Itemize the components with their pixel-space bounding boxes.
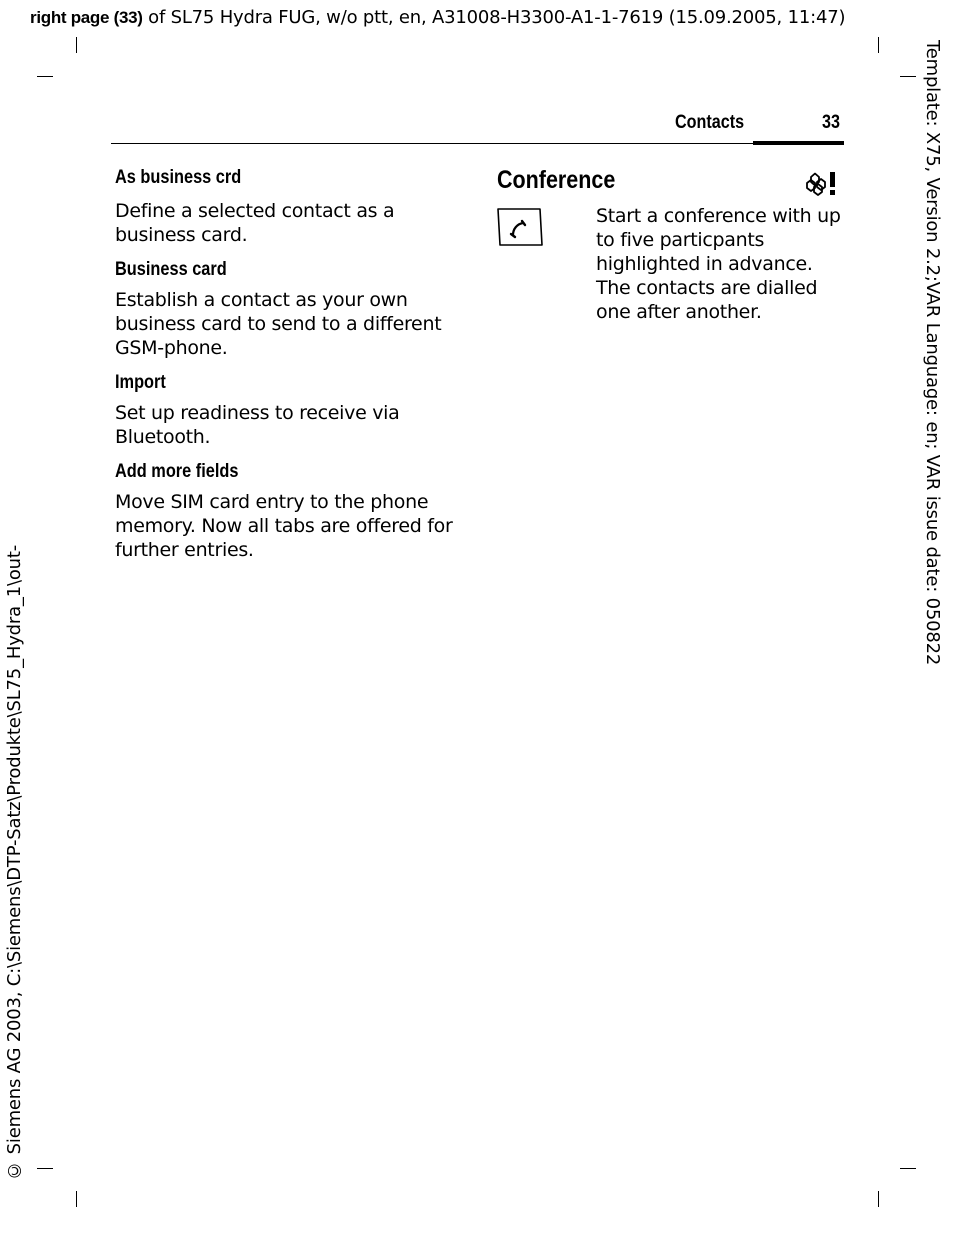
imprint-details: of SL75 Hydra FUG, w/o ptt, en, A31008-H3300-A1-1-7619 (15.09.2005, 11:47): [142, 7, 846, 28]
template-info: Template: X75, Version 2.2;VAR Language: en; VAR issue date: 050822: [922, 40, 943, 666]
section-title: Contacts: [675, 112, 745, 133]
crop-mark: [76, 1191, 77, 1207]
header-rule: [111, 143, 844, 144]
entry-heading-import: Import: [115, 372, 166, 393]
entry-heading-as-business-crd: As business crd: [115, 167, 242, 188]
entry-text-business-card: Establish a contact as your own business card to send to a different GSM-phone.: [115, 289, 442, 359]
entry-text-add-more-fields: Move SIM card entry to the phone memory. Now all tabs are offered for further entries.: [115, 491, 453, 561]
entry-heading: [115, 259, 465, 281]
crop-mark: [878, 37, 879, 53]
entry-heading-add-more-fields: Add more fields: [115, 461, 239, 482]
entry-heading-business-card: Business card: [115, 259, 227, 280]
page-number: 33: [822, 112, 840, 133]
crop-mark: [37, 1168, 53, 1169]
entry-heading: [115, 372, 465, 394]
imprint-line: [30, 6, 845, 28]
header-tab-bar: [753, 141, 844, 145]
conference-text: Start a conference with up to five particpants highlighted in advance. The contacts are dialled one after another.: [596, 205, 841, 323]
call-key-icon: [496, 207, 544, 247]
crop-mark: [76, 37, 77, 53]
crop-mark: [900, 76, 916, 77]
conference-heading: Conference: [497, 166, 616, 194]
crop-mark: [37, 76, 53, 77]
crop-mark: [878, 1191, 879, 1207]
entry-text-import: Set up readiness to receive via Bluetooth.: [115, 402, 400, 448]
entry-heading: [115, 461, 465, 483]
copyright-path: © Siemens AG 2003, C:\Siemens\DTP-Satz\Produkte\SL75_Hydra_1\out-: [4, 545, 25, 1181]
crop-mark: [900, 1168, 916, 1169]
entry-text-as-business-crd: Define a selected contact as a business card.: [115, 200, 395, 246]
imprint-page-ref: right page (33): [30, 8, 143, 27]
network-service-icon: [805, 170, 841, 196]
entry-heading: [115, 167, 465, 189]
